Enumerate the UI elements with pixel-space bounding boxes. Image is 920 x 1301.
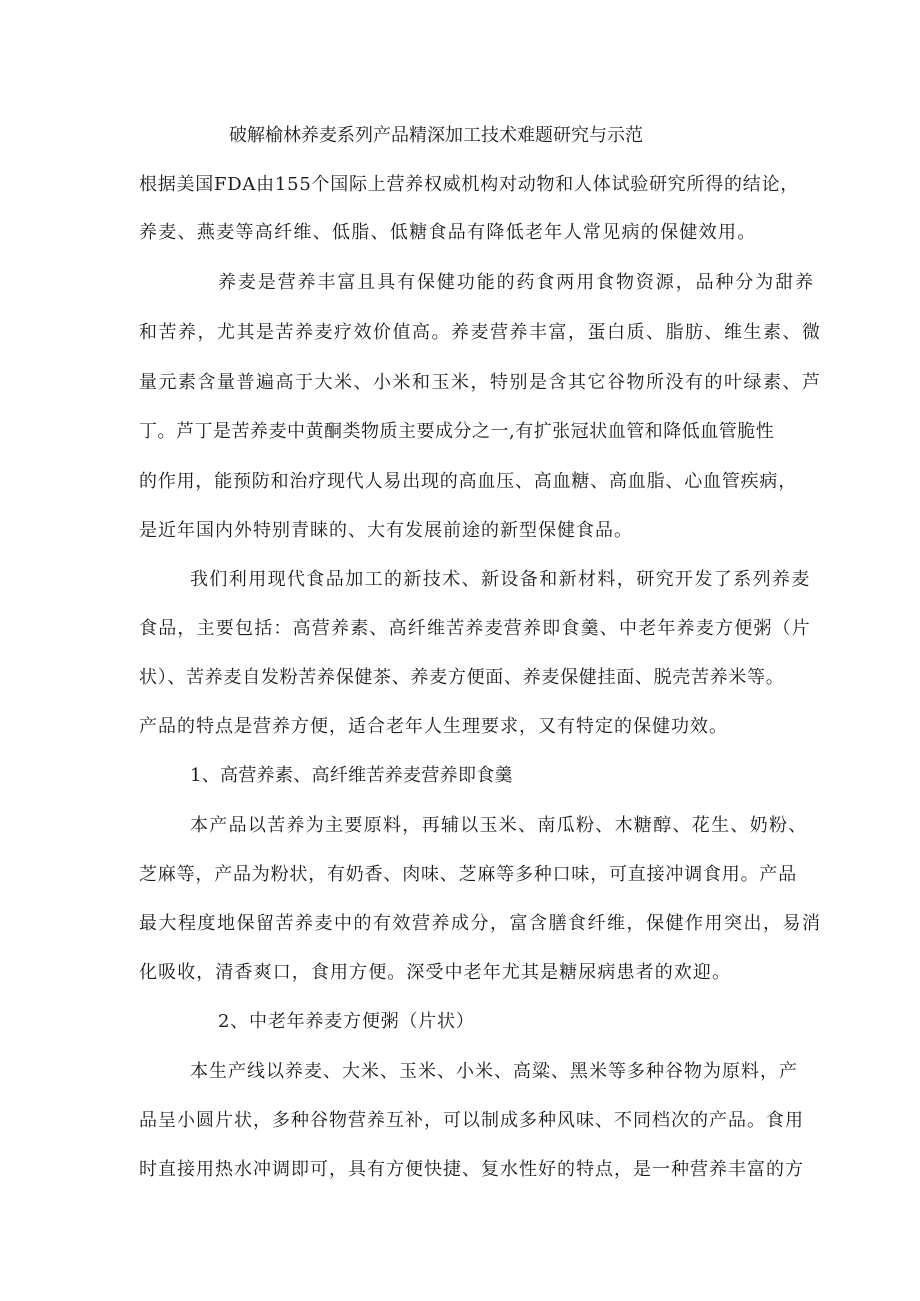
- document-title: 破解榆林养麦系列产品精深加工技术难题研究与示范: [229, 125, 643, 146]
- paragraph-line: 的作用，能预防和治疗现代人易出现的高血压、高血糖、高血脂、心血管疾病，: [139, 471, 797, 492]
- paragraph-line: 状）、苦养麦自发粉苦养保健茶、养麦方便面、养麦保健挂面、脱壳苦养米等。: [139, 667, 785, 688]
- paragraph-line: 品呈小圆片状，多种谷物营养互补，可以制成多种风味、不同档次的产品。食用: [139, 1110, 804, 1131]
- paragraph-line: 最大程度地保留苦养麦中的有效营养成分，富含膳食纤维，保健作用突出，易消: [139, 913, 822, 934]
- paragraph-line: 根据美国FDA由155个国际上营养权威机构对动物和人体试验研究所得的结论，: [139, 174, 800, 195]
- section-heading: 1、高营养素、高纤维苦养麦营养即食羹: [190, 765, 513, 786]
- paragraph-line: 时直接用热水冲调即可，具有方便快捷、复水性好的特点，是一种营养丰富的方: [139, 1159, 804, 1180]
- paragraph-line: 养麦是营养丰富且具有保健功能的药食两用食物资源，品种分为甜养: [218, 272, 815, 293]
- paragraph-line: 食品，主要包括：高营养素、高纤维苦养麦营养即食羹、中老年养麦方便粥（片: [139, 618, 811, 639]
- paragraph-line: 产品的特点是营养方便，适合老年人生理要求，又有特定的保健功效。: [139, 716, 728, 737]
- paragraph-line: 是近年国内外特别青睐的、大有发展前途的新型保健食品。: [139, 520, 633, 541]
- paragraph-line: 芝麻等，产品为粉状，有奶香、肉味、芝麻等多种口味，可直接冲调食用。产品: [139, 864, 797, 885]
- paragraph-line: 化吸收，清香爽口，食用方便。深受中老年尤其是糖尿病患者的欢迎。: [139, 962, 732, 983]
- paragraph-line: 丁。芦丁是苦养麦中黄酮类物质主要成分之一,有扩张冠状血管和降低血管脆性: [139, 421, 775, 442]
- paragraph-line: 我们利用现代食品加工的新技术、新设备和新材料，研究开发了系列养麦: [190, 569, 811, 590]
- paragraph-line: 养麦、燕麦等高纤维、低脂、低糖食品有降低老年人常见病的保健效用。: [139, 222, 757, 243]
- paragraph-line: 本产品以苦养为主要原料，再辅以玉米、南瓜粉、木糖醇、花生、奶粉、: [190, 815, 808, 836]
- section-heading: 2、中老年养麦方便粥（片状）: [218, 1011, 475, 1032]
- paragraph-line: 和苦养，尤其是苦养麦疗效价值高。养麦营养丰富，蛋白质、脂肪、维生素、微: [139, 322, 822, 343]
- paragraph-line: 量元素含量普遍高于大米、小米和玉米，特别是含其它谷物所没有的叶绿素、芦: [139, 372, 822, 393]
- paragraph-line: 本生产线以养麦、大米、玉米、小米、高粱、黑米等多种谷物为原料，产: [190, 1061, 798, 1082]
